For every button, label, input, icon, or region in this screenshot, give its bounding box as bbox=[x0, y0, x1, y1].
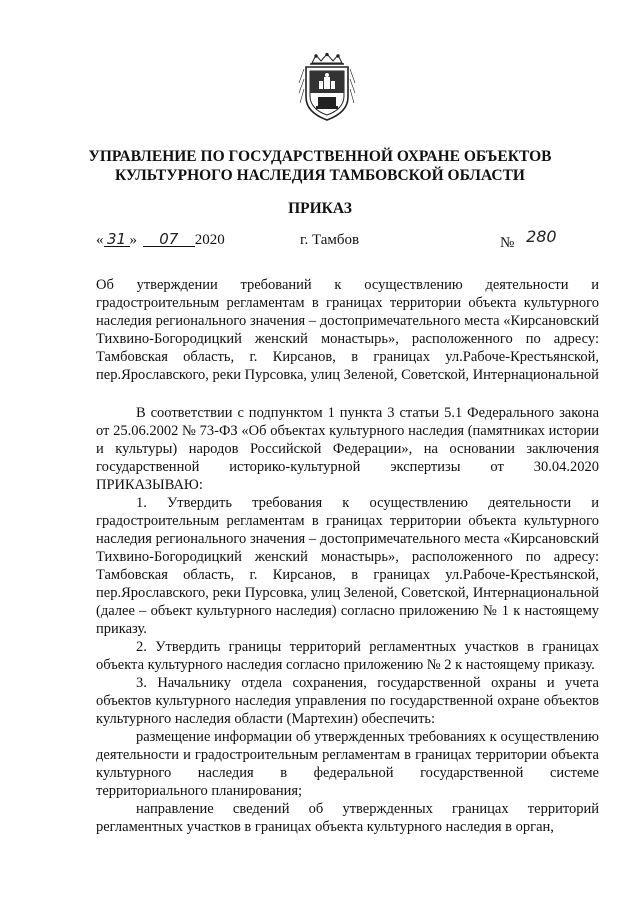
date-month: 07 bbox=[143, 232, 195, 247]
order-subject: Об утверждении требований к осуществлению деятельности и градостроительным регламентам в границах территории объекта культурного наследия регионального значения – достопримечательного места «Кирсановский Тихвино-Богородицкий женский монастырь», расположенного по адресу: Тамбовская область, г. Кирсанов, в границах ул.Рабоче-Крестьянской, пер.Ярославского, реки Пурсовка, улиц Зеленой, Советской, Интернациональной bbox=[96, 277, 599, 383]
body-paragraph-item-3: 3. Начальнику отдела сохранения, государственной охраны и учета объектов культурного наследия управления по государственной охране объектов культурного наследия области (Мартехин) обеспечить: bbox=[96, 675, 599, 727]
order-date bbox=[96, 232, 225, 252]
body-paragraph-preamble: В соответствии с подпунктом 1 пункта 3 статьи 5.1 Федерального закона от 25.06.2002 № 73-ФЗ «Об объектах культурного наследия (памятниках истории и культуры) народов Российской Федерации», на основании заключения государственной историко-культурной экспертизы от 30.04.2020 ПРИКАЗЫВАЮ: bbox=[96, 405, 599, 493]
order-number bbox=[500, 227, 557, 252]
body-paragraph-subitem-2: направление сведений об утвержденных границах территорий регламентных участков в границах объекта культурного наследия в орган, bbox=[96, 801, 599, 835]
date-day: 31 bbox=[104, 232, 130, 247]
date-close-quote: » bbox=[129, 232, 137, 248]
date-year: 2020 bbox=[194, 232, 225, 248]
body-paragraph-subitem-1: размещение информации об утвержденных требованиях к осуществлению деятельности и градостроительным регламентам в границах территории объекта культурного наследия в федеральной государственной системе территориального планирования; bbox=[96, 729, 599, 799]
body-paragraph-item-2: 2. Утвердить границы территорий регламентных участков в границах объекта культурного наследия согласно приложению № 2 к настоящему приказу. bbox=[96, 639, 599, 673]
number-sign: № bbox=[500, 235, 515, 251]
document-type: ПРИКАЗ bbox=[288, 200, 352, 217]
order-city: г. Тамбов bbox=[300, 232, 360, 248]
coat-of-arms-icon bbox=[298, 53, 356, 123]
order-number-value: 280 bbox=[526, 227, 557, 246]
organization-title bbox=[60, 147, 580, 185]
order-body bbox=[96, 404, 599, 836]
organization-title-line1: УПРАВЛЕНИЕ ПО ГОСУДАРСТВЕННОЙ ОХРАНЕ ОБЪЕКТОВ bbox=[88, 148, 552, 165]
body-paragraph-item-1: 1. Утвердить требования к осуществлению деятельности и градостроительным регламентам в границах территории объекта культурного наследия регионального значения – достопримечательного места «Кирсановский Тихвино-Богородицкий женский монастырь», расположенного по адресу: Тамбовская область, г. Кирсанов, в границах ул.Рабоче-Крестьянской, пер.Ярославского, реки Пурсовка, улиц Зеленой, Советской, Интернациональной (далее – объект культурного наследия) согласно приложению № 1 к настоящему приказу. bbox=[96, 495, 599, 637]
organization-title-line2: КУЛЬТУРНОГО НАСЛЕДИЯ ТАМБОВСКОЙ ОБЛАСТИ bbox=[115, 167, 525, 184]
date-open-quote: « bbox=[96, 232, 104, 248]
